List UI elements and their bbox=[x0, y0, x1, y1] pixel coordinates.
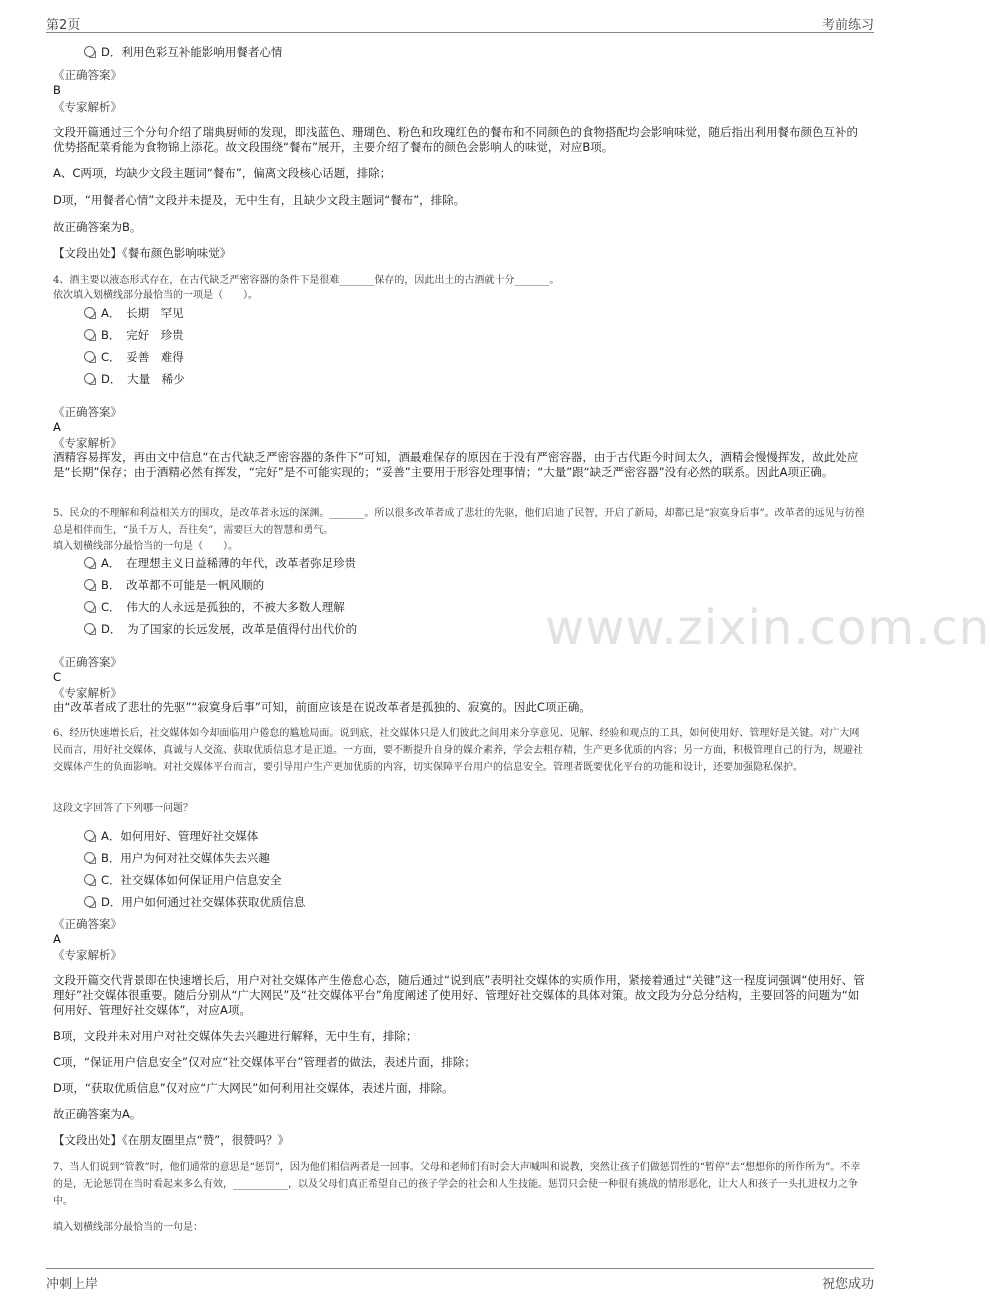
option-label: A． 在理想主义日益稀薄的年代，改革者弥足珍贵 bbox=[101, 556, 357, 570]
q4-option-a[interactable] bbox=[84, 306, 184, 321]
page-number: 第2页 bbox=[46, 18, 81, 33]
q6-prompt: 这段文字回答了下列哪一问题？ bbox=[53, 803, 193, 814]
option-label: C． 伟大的人永远是孤独的，不被大多数人理解 bbox=[101, 600, 345, 614]
q4-stem: 4、酒主要以液态形式存在，在古代缺乏严密容器的条件下是很难_______保存的，因此出土的古酒就十分_______。 bbox=[53, 275, 560, 286]
radio-icon[interactable] bbox=[84, 623, 95, 634]
q6-option-a[interactable] bbox=[84, 829, 258, 844]
radio-icon[interactable] bbox=[84, 373, 95, 384]
q3-answer-label: 《正确答案》 bbox=[53, 68, 122, 82]
q3-analysis-p4: 故正确答案为B。 bbox=[53, 220, 142, 234]
header-title: 考前练习 bbox=[821, 18, 874, 33]
q6-analysis-p5: 故正确答案为A。 bbox=[53, 1107, 142, 1121]
q4-option-c[interactable] bbox=[84, 350, 184, 365]
q4-answer: A bbox=[53, 420, 61, 434]
q6-option-d[interactable] bbox=[84, 895, 305, 910]
radio-icon[interactable] bbox=[84, 579, 95, 590]
q5-answer: C bbox=[53, 670, 62, 684]
q6-analysis-p1: 文段开篇交代背景即在快速增长后，用户对社交媒体产生倦怠心态，随后通过“说到底”表明社交媒体的实质作用，紧接着通过“关键”这一程度词强调“使用好、管理好”社交媒体很重要。随后分别从“广大网民”及“社交媒体平台”角度阐述了使用好、管理好社交媒体的具体对策。故文段为分总分结构，主要回答的问题为“如何用好、管理好社交媒体”，对应A项。 bbox=[53, 973, 865, 1017]
q6-analysis-p3: C项，“保证用户信息安全”仅对应“社交媒体平台”管理者的做法，表述片面，排除； bbox=[53, 1055, 476, 1069]
option-label: B． 完好 珍贵 bbox=[101, 328, 184, 342]
footer-left: 冲刺上岸 bbox=[46, 1277, 99, 1292]
q4-analysis-label: 《专家解析》 bbox=[53, 436, 122, 450]
q3-analysis-p1: 文段开篇通过三个分句介绍了瑞典厨师的发现，即浅蓝色、珊瑚色、粉色和玫瑰红色的餐布和不同颜色的食物搭配均会影响味觉，随后指出利用餐布颜色互补的优势搭配菜肴能为食物锦上添花。故文段围绕“餐布”展开，主要介绍了餐布的颜色会影响人的味觉，对应B项。 bbox=[53, 125, 858, 154]
q5-stem: 5、民众的不理解和利益相关方的围攻，是改革者永远的深渊。_______。所以很多改革者成了悲壮的先驱，他们启迪了民智，开启了新局，却都已是“寂寞身后事”。改革者的远见与彷徨总是相伴而生，“虽千万人，吾往矣”，需要巨大的智慧和勇气。 bbox=[53, 508, 865, 536]
q6-option-c[interactable] bbox=[84, 873, 282, 888]
q3-analysis-p3: D项，“用餐者心情”文段并未提及，无中生有，且缺少文段主题词“餐布”，排除。 bbox=[53, 193, 466, 207]
q5-analysis: 由“改革者成了悲壮的先驱”“寂寞身后事”可知，前面应该是在说改革者是孤独的、寂寞的。因此C项正确。 bbox=[53, 700, 591, 714]
q7-stem: 7、当人们说到“管教”时，他们通常的意思是“惩罚”，因为他们相信两者是一回事。父母和老师们有时会大声喊叫和说教，突然让孩子们做惩罚性的“暂停”去“想想你的所作所为”。不幸的是，无论惩罚在当时看起来多么有效，___________，以及父母们真正希望自己的孩子学会的社会和人生技能。惩罚只会使一种很有挑战的情形恶化，让大人和孩子一头扎进权力之争中。 bbox=[53, 1162, 861, 1207]
q4-prompt: 依次填入划横线部分最恰当的一项是（ ）。 bbox=[53, 290, 258, 301]
q4-answer-label: 《正确答案》 bbox=[53, 405, 122, 419]
radio-icon[interactable] bbox=[84, 351, 95, 362]
option-label: C． 妥善 难得 bbox=[101, 350, 184, 364]
option-label: D．利用色彩互补能影响用餐者心情 bbox=[101, 45, 283, 59]
q6-stem: 6、经历快速增长后，社交媒体如今却面临用户倦怠的尴尬局面。说到底，社交媒体只是人们彼此之间用来分享意见、见解、经验和观点的工具，如何使用好、管理好是关键。对广大网民而言，用好社交媒体，真诚与人交流、获取优质信息才是正道。一方面，要不断提升自身的媒介素养，学会去粗存精，生产更多优质的内容；另一方面，积极管理自己的行为，规避社交媒体产生的负面影响。对社交媒体平台而言，要引导用户生产更加优质的内容，切实保障平台用户的信息安全。管理者既要优化平台的功能和设计，还要加强隐私保护。 bbox=[53, 728, 863, 773]
radio-icon[interactable] bbox=[84, 896, 95, 907]
radio-icon[interactable] bbox=[84, 307, 95, 318]
q3-answer: B bbox=[53, 83, 61, 97]
q6-option-b[interactable] bbox=[84, 851, 270, 866]
radio-icon[interactable] bbox=[84, 46, 95, 57]
option-label: B． 改革都不可能是一帆风顺的 bbox=[101, 578, 265, 592]
footer-right: 祝您成功 bbox=[821, 1277, 874, 1292]
option-label: D．用户如何通过社交媒体获取优质信息 bbox=[101, 895, 306, 909]
q3-source: 【文段出处】《餐布颜色影响味觉》 bbox=[53, 246, 232, 260]
q6-analysis-label: 《专家解析》 bbox=[53, 948, 122, 962]
q3-analysis-p2: A、C两项，均缺少文段主题词“餐布”，偏离文段核心话题，排除； bbox=[53, 166, 392, 180]
q3-option-d[interactable] bbox=[84, 45, 282, 60]
q5-option-c[interactable] bbox=[84, 600, 345, 615]
page-header bbox=[46, 12, 874, 33]
q4-option-d[interactable] bbox=[84, 372, 185, 387]
q6-answer-label: 《正确答案》 bbox=[53, 917, 122, 931]
q5-option-d[interactable] bbox=[84, 622, 357, 637]
radio-icon[interactable] bbox=[84, 874, 95, 885]
option-label: A．如何用好、管理好社交媒体 bbox=[101, 829, 259, 843]
q3-analysis-label: 《专家解析》 bbox=[53, 100, 122, 114]
q6-answer: A bbox=[53, 932, 61, 946]
q6-analysis-p4: D项，“获取优质信息”仅对应“广大网民”如何利用社交媒体，表述片面，排除。 bbox=[53, 1081, 454, 1095]
page-footer bbox=[46, 1268, 874, 1293]
option-label: D． 大量 稀少 bbox=[101, 372, 185, 386]
option-label: B．用户为何对社交媒体失去兴趣 bbox=[101, 851, 270, 865]
q5-prompt: 填入划横线部分最恰当的一句是（ ）。 bbox=[53, 541, 238, 552]
radio-icon[interactable] bbox=[84, 601, 95, 612]
option-label: A． 长期 罕见 bbox=[101, 306, 184, 320]
q5-option-b[interactable] bbox=[84, 578, 264, 593]
q7-prompt: 填入划横线部分最恰当的一句是： bbox=[53, 1222, 203, 1233]
radio-icon[interactable] bbox=[84, 557, 95, 568]
radio-icon[interactable] bbox=[84, 830, 95, 841]
option-label: C．社交媒体如何保证用户信息安全 bbox=[101, 873, 282, 887]
watermark: www.zixin.com.cn bbox=[545, 600, 990, 656]
q4-analysis: 酒精容易挥发，再由文中信息“在古代缺乏严密容器的条件下”可知，酒最难保存的原因在于没有严密容器，由于古代距今时间太久，酒精会慢慢挥发，故此处应是“长期”保存；由于酒精必然有挥发，“完好”是不可能实现的；“妥善”主要用于形容处理事情；“大量”跟“缺乏严密容器”没有必然的联系。因此A项正确。 bbox=[53, 450, 859, 479]
option-label: D． 为了国家的长远发展，改革是值得付出代价的 bbox=[101, 622, 358, 636]
q6-source: 【文段出处】《在朋友圈里点“赞”，很赞吗？》 bbox=[53, 1133, 290, 1147]
q6-analysis-p2: B项，文段并未对用户对社交媒体失去兴趣进行解释，无中生有，排除； bbox=[53, 1029, 418, 1043]
q5-option-a[interactable] bbox=[84, 556, 356, 571]
radio-icon[interactable] bbox=[84, 329, 95, 340]
q4-option-b[interactable] bbox=[84, 328, 184, 343]
q5-answer-label: 《正确答案》 bbox=[53, 655, 122, 669]
radio-icon[interactable] bbox=[84, 852, 95, 863]
q5-analysis-label: 《专家解析》 bbox=[53, 686, 122, 700]
